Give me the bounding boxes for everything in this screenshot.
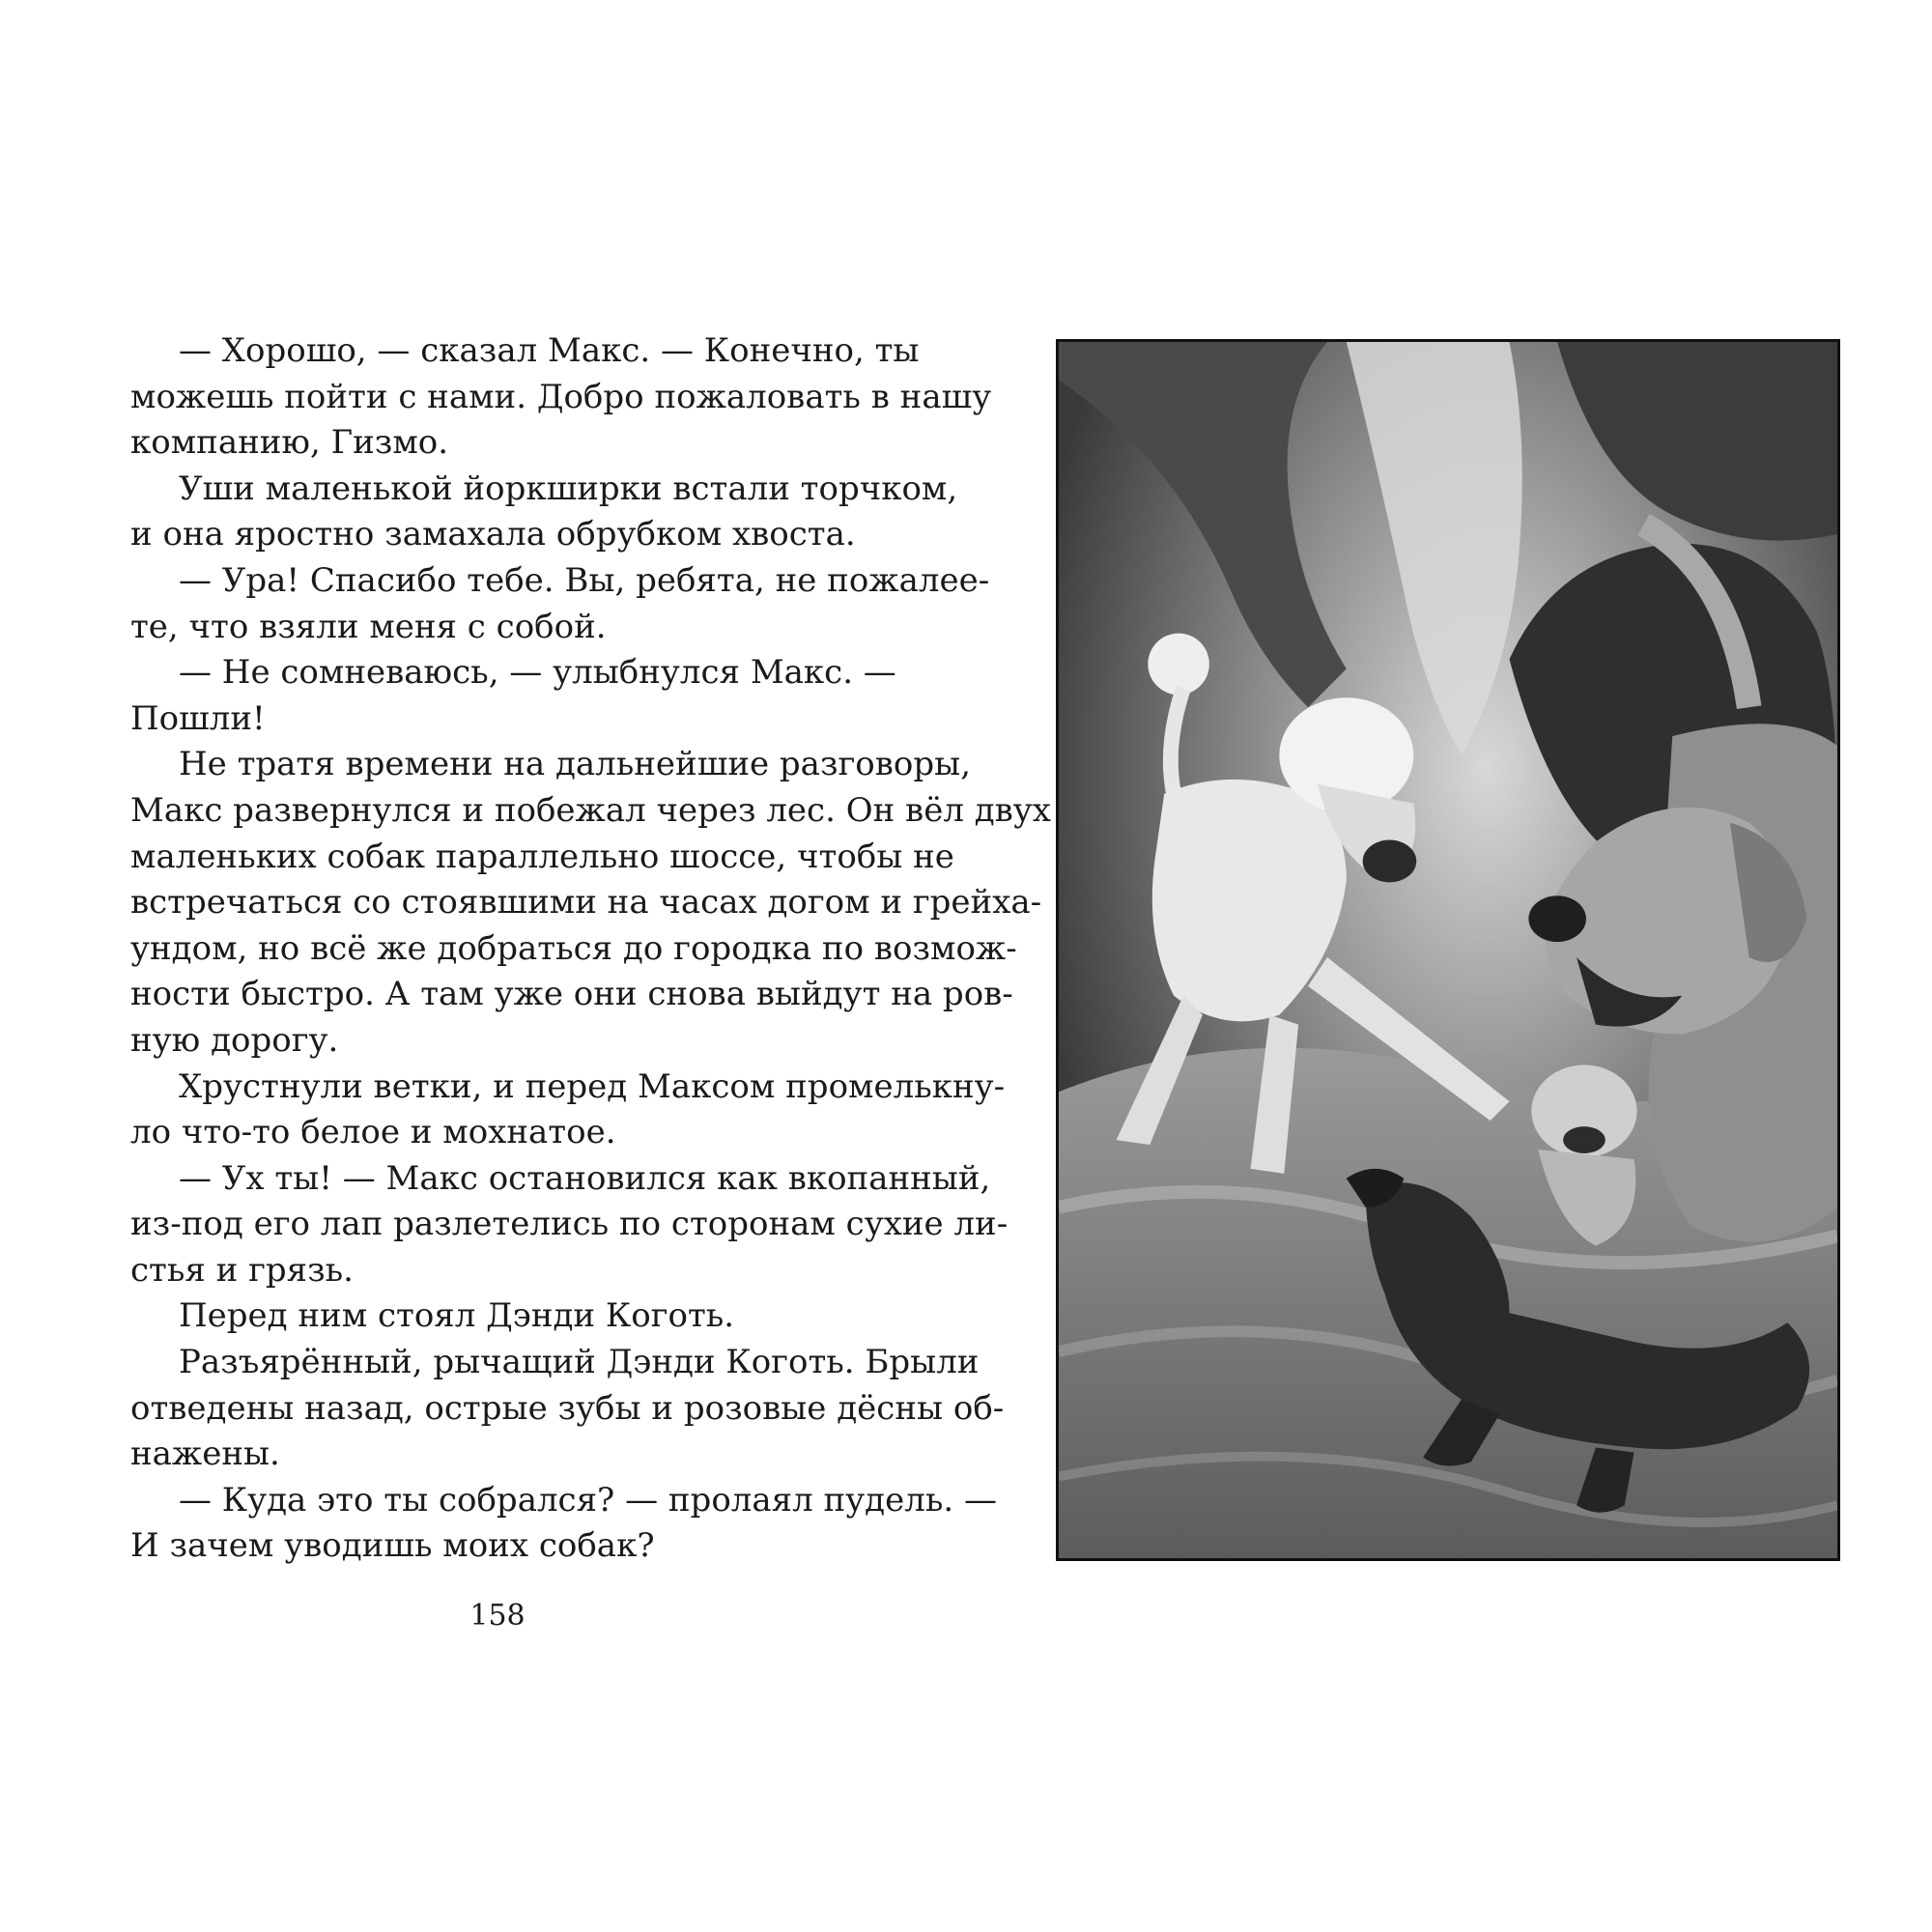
text-line: Уши маленькой йоркширки встали торчком, <box>179 469 958 508</box>
text-line: встречаться со стоявшими на часах догом и грейха- <box>130 883 1042 923</box>
text-line: ности быстро. А там уже они снова выйдут на ров- <box>130 975 1013 1014</box>
text-line: ундом, но всё же добраться до городка по возмож- <box>130 928 1017 968</box>
text-line: нажены. <box>130 1435 280 1474</box>
text-line: Макс развернулся и побежал через лес. Он вёл двух <box>130 790 1051 830</box>
text-line: отведены назад, острые зубы и розовые дёсны об- <box>130 1388 1005 1428</box>
text-line: Перед ним стоял Дэнди Коготь. <box>179 1296 735 1336</box>
text-line: — Ух ты! — Макс остановился как вкопанный, <box>179 1158 991 1198</box>
text-line: из-под его лап разлетелись по сторонам сухие ли- <box>130 1205 1009 1244</box>
text-line: те, что взяли меня с собой. <box>130 607 607 646</box>
text-line: можешь пойти с нами. Добро пожаловать в нашу <box>130 377 992 416</box>
text-line: стья и грязь. <box>130 1250 354 1290</box>
text-column <box>130 328 1051 1570</box>
page-number: 158 <box>469 1599 526 1633</box>
text-line: — Хорошо, — сказал Макс. — Конечно, ты <box>179 331 920 370</box>
text-line: компанию, Гизмо. <box>130 423 449 463</box>
illustration-dogs-in-forest <box>1056 339 1840 1561</box>
text-line: Не тратя времени на дальнейшие разговоры, <box>179 745 972 784</box>
text-line: и она яростно замахала обрубком хвоста. <box>130 515 856 554</box>
text-line: Хрустнули ветки, и перед Максом промелькну- <box>179 1066 1006 1106</box>
text-line: И зачем уводишь моих собак? <box>130 1526 655 1566</box>
text-line: ло что-то белое и мохнатое. <box>130 1113 616 1152</box>
text-line: — Куда это ты собрался? — пролаял пудель. — <box>179 1480 997 1520</box>
text-line: маленьких собак параллельно шоссе, чтобы не <box>130 837 954 876</box>
text-line: — Ура! Спасибо тебе. Вы, ребята, не пожалее- <box>179 560 990 600</box>
text-line: ную дорогу. <box>130 1020 339 1060</box>
text-line: — Не сомневаюсь, — улыбнулся Макс. — <box>179 653 896 693</box>
text-line: Пошли! <box>130 698 266 738</box>
illustration-drawing <box>1059 342 1837 1558</box>
text-line: Разъярённый, рычащий Дэнди Коготь. Брыли <box>179 1343 980 1382</box>
